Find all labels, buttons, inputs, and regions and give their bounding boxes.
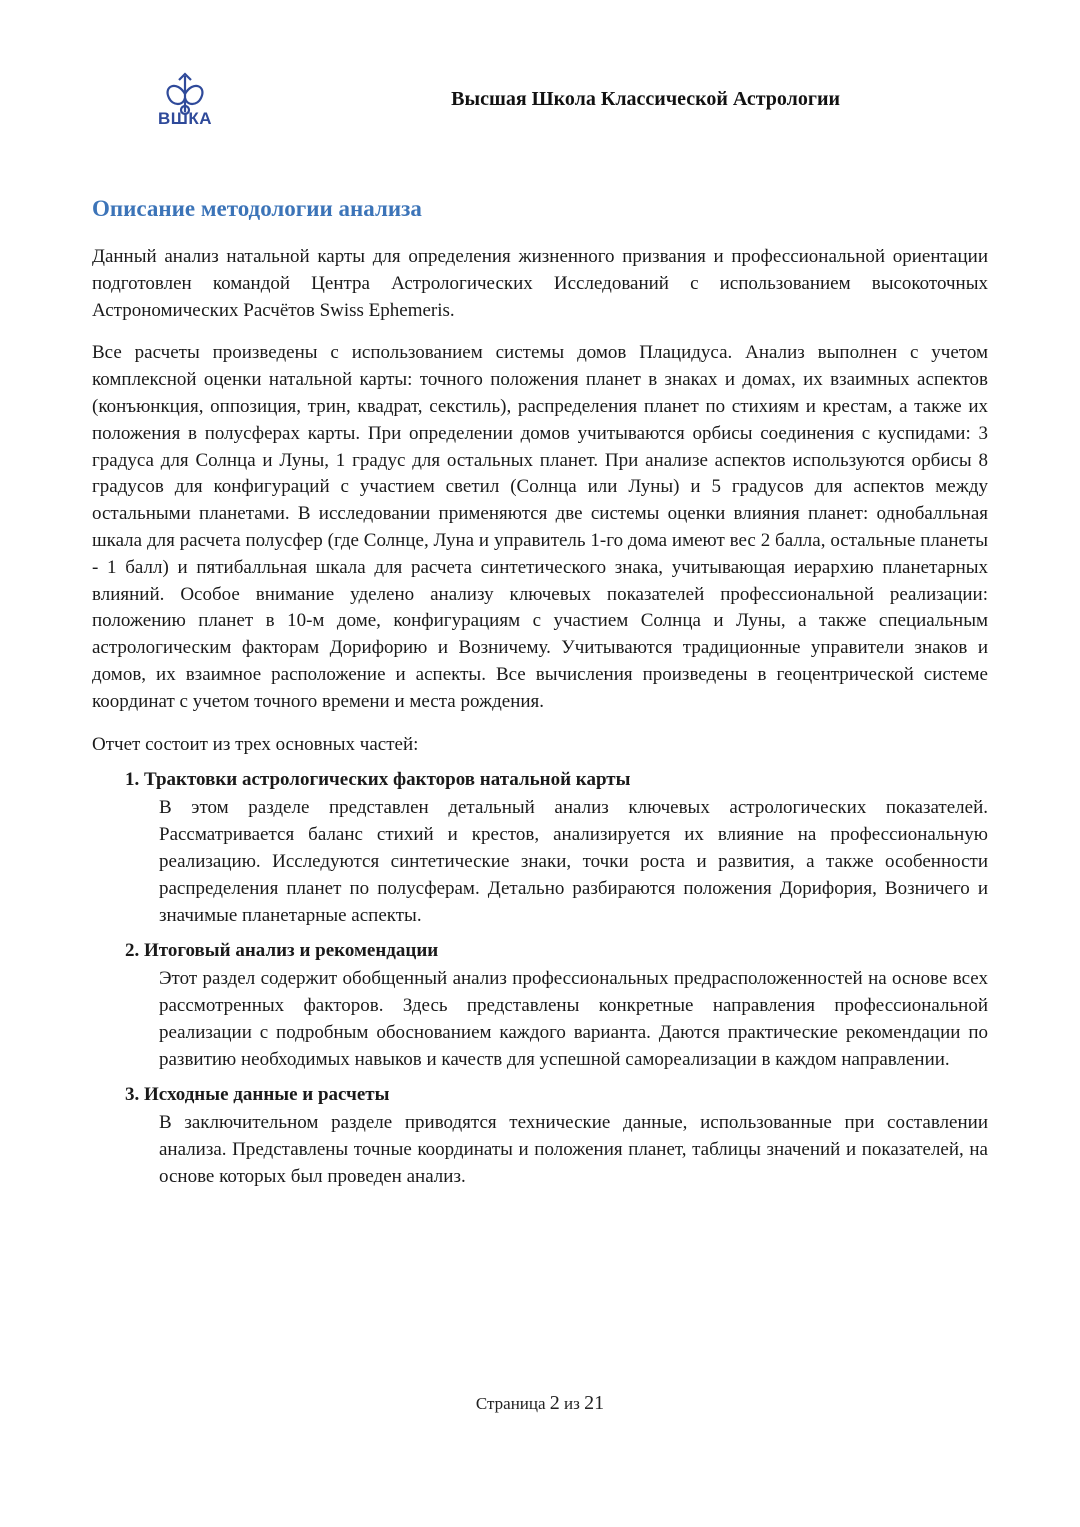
page-header [0,0,1080,150]
page-total: 21 [584,1392,605,1414]
page-label: Страница [475,1394,546,1413]
page-separator: из [564,1394,580,1413]
document-body [92,196,988,1198]
logo-text: ВШКА [157,109,212,128]
intro-paragraph: Данный анализ натальной карты для определения жизненного призвания и профессиональной ориентации подготовлен командой Центра Астрологических Исследований с использованием высокоточных Астрономических Расчётов Swiss Ephemeris. [92,246,988,321]
report-structure-intro: Отчет состоит из трех основных частей: [92,733,419,755]
report-part-title: 1. Трактовки астрологических факторов натальной карты [125,769,631,791]
report-part-1 [125,766,988,929]
methodology-paragraph: Все расчеты произведены с использованием системы домов Плацидуса. Анализ выполнен с учетом комплексной оценки натальной карты: точного положения планет в знаках и домах, их взаимных аспектов (конъюнкция, оппозиция, трин, квадрат, секстиль), распределения планет по стихиям и крестам, а также их положения в полусферах карты. При определении домов учитываются орбисы соединения с куспидами: 3 градуса для Солнца и Луны, 1 градус для остальных планет. При анализе аспектов используются орбисы 8 градусов для конфигураций с участием светил (Солнца или Луны) и 5 градусов для аспектов между остальными планетами. В исследовании применяются две системы оценки влияния планет: однобалльная шкала для расчета полусфер (где Солнце, Луна и управитель 1-го дома имеют вес 2 балла, остальные планеты - 1 балл) и пятибалльная шкала для расчета синтетического знака, учитывающая иерархию планетарных влияний. Особое внимание уделено анализу ключевых показателей профессиональной реализации: положению планет в 10-м доме, конфигурациям с участием Солнца и Луны, а также специальным астрологическим факторам Дорифорию и Возничему. Учитываются традиционные управители знаков и домов, их взаимное расположение и аспекты. Все вычисления произведены в геоцентрической системе координат с учетом точного времени и места рождения. [92,342,988,712]
report-part-text: Этот раздел содержит обобщенный анализ профессиональных предрасположенностей на основе всех рассмотренных факторов. Здесь представлены конкретные направления профессиональной реализации с подробным обоснованием каждого варианта. Даются практические рекомендации по развитию необходимых навыков и качеств для успешной самореализации в каждом направлении. [159,968,988,1071]
page-current: 2 [549,1392,560,1414]
report-part-2 [125,937,988,1073]
header-title: Высшая Школа Классической Астрологии [451,88,840,110]
section-heading: Описание методологии анализа [92,196,422,221]
report-part-text: В этом разделе представлен детальный анализ ключевых астрологических показателей. Рассматривается баланс стихий и крестов, анализируется их влияние на профессиональную реализацию. Исследуются синтетические знаки, точки роста и развития, а также особенности распределения планет по полусферам. Детально разбираются положения Дорифория, Возничего и значимые планетарные аспекты. [159,797,988,927]
page-footer [0,1392,1080,1415]
report-part-text: В заключительном разделе приводятся технические данные, использованные при составлении анализа. Представлены точные координаты и положения планет, таблицы значений и показателей, на основе которых был проведен анализ. [159,1112,988,1188]
report-part-3 [125,1081,988,1190]
report-part-title: 2. Итоговый анализ и рекомендации [125,940,439,962]
report-part-title: 3. Исходные данные и расчеты [125,1084,390,1106]
